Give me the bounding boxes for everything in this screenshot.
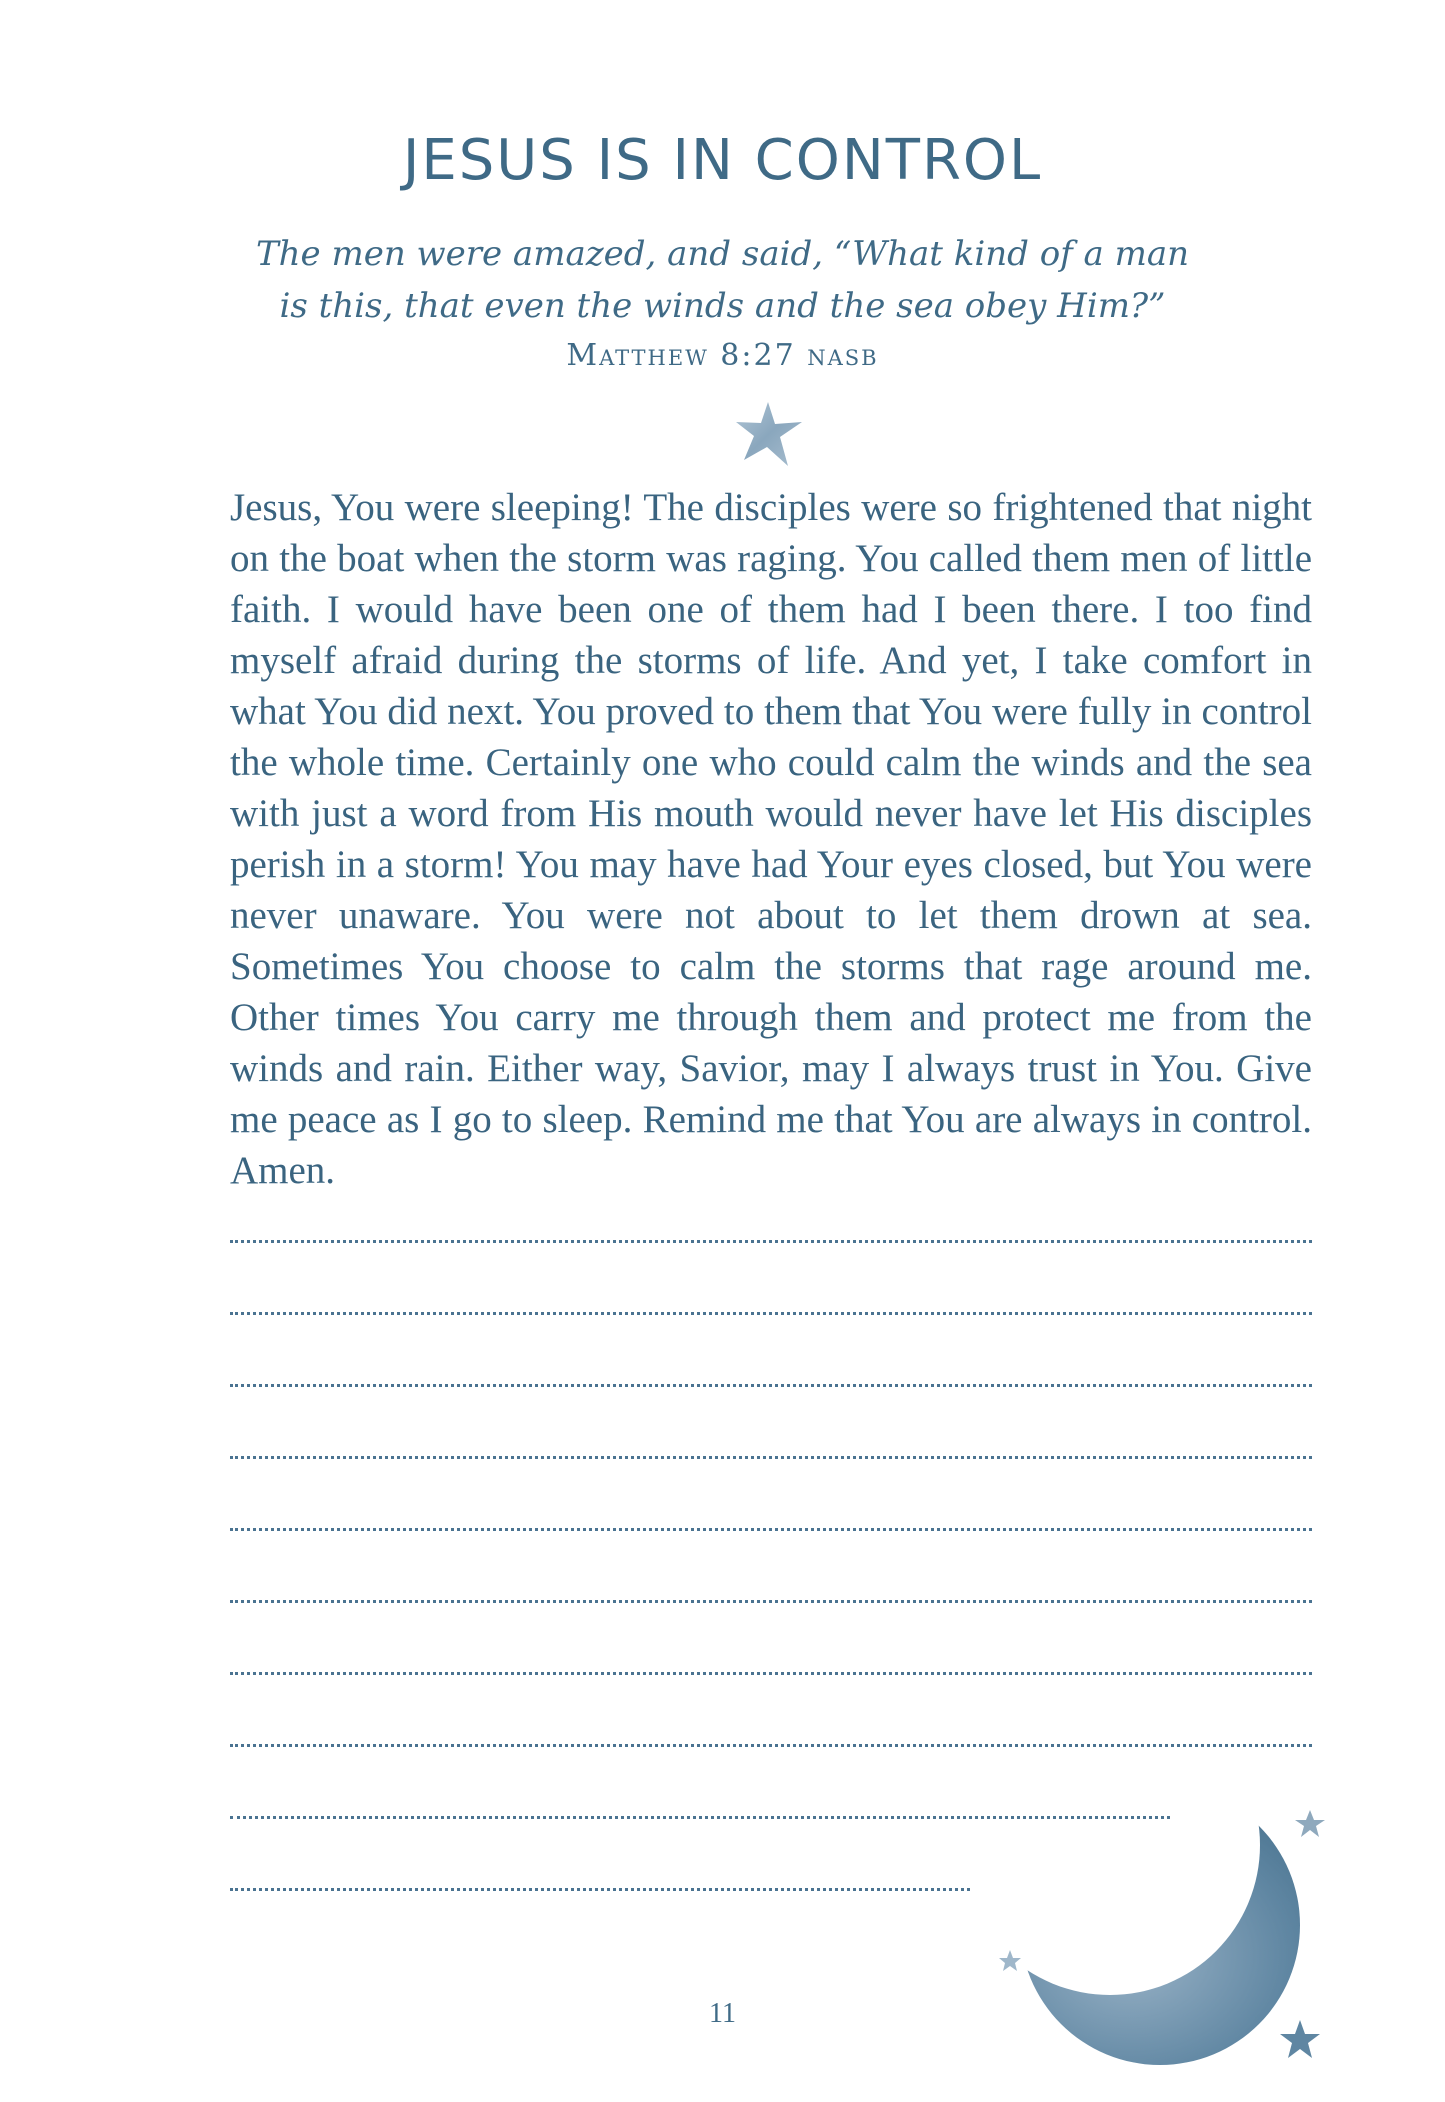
writing-line[interactable] bbox=[230, 1240, 1312, 1243]
writing-line[interactable] bbox=[230, 1888, 970, 1891]
page-number: 11 bbox=[709, 1998, 736, 2029]
crescent-moon-icon bbox=[960, 1790, 1340, 2090]
verse-reference: Matthew 8:27 nasb bbox=[566, 338, 879, 373]
verse-line-1: The men were amazed, and said, “What kind of a man bbox=[255, 234, 1190, 274]
verse-line-2: is this, that even the winds and the sea obey Him?” bbox=[279, 286, 1166, 326]
prayer-text: Jesus, You were sleeping! The disciples were so frightened that night on the boat when the storm was raging. You called them men of little faith. I would have been one of them had I been there. I too find myself afraid during the storms of life. And yet, I take comfort in what You did next. You proved to them that You were fully in control the whole time. Certainly one who could calm the winds and the sea with just a word from His mouth would never have let His disciples perish in a storm! You may have had Your eyes closed, but You were never unaware. You were not about to let them drown at sea. Sometimes You choose to calm the storms that rage around me. Other times You carry me through them and protect me from the winds and rain. Either way, Savior, may I always trust in You. Give me peace as I go to sleep. Remind me that You are always in control. Amen. bbox=[230, 486, 1312, 1192]
star-icon bbox=[732, 400, 808, 470]
writing-line[interactable] bbox=[230, 1600, 1312, 1603]
page-title: JESUS IS IN CONTROL bbox=[402, 128, 1043, 193]
writing-line[interactable] bbox=[230, 1672, 1312, 1675]
writing-line[interactable] bbox=[230, 1456, 1312, 1459]
writing-line[interactable] bbox=[230, 1744, 1312, 1747]
writing-line[interactable] bbox=[230, 1384, 1312, 1387]
scripture-verse bbox=[0, 228, 1445, 332]
writing-line[interactable] bbox=[230, 1528, 1312, 1531]
writing-line[interactable] bbox=[230, 1312, 1312, 1315]
